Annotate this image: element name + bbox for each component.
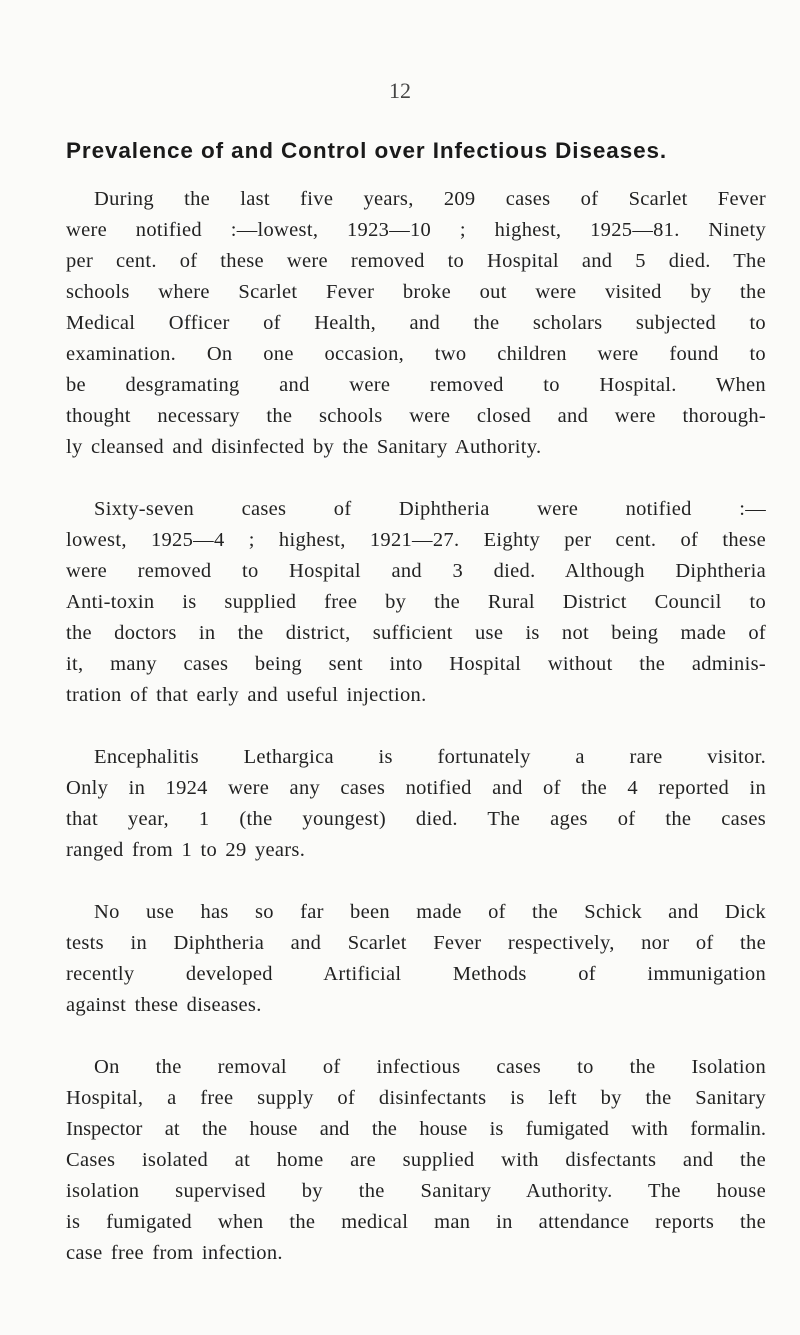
paragraph-immunisation bbox=[66, 897, 766, 1021]
document-body bbox=[66, 184, 766, 1269]
text-line: ranged from 1 to 29 years. bbox=[66, 839, 306, 861]
text-line: be desgramating and were removed to Hospital. When bbox=[66, 374, 766, 396]
paragraph-disinfection bbox=[66, 1052, 766, 1269]
text-line: Medical Officer of Health, and the scholars subjected to bbox=[66, 312, 766, 334]
text-line: were removed to Hospital and 3 died. Although Diphtheria bbox=[66, 560, 766, 582]
text-line: were notified :—lowest, 1923—10 ; highest, 1925—81. Ninety bbox=[66, 219, 766, 241]
text-line: Cases isolated at home are supplied with disfectants and the bbox=[66, 1149, 766, 1171]
text-line: Inspector at the house and the house is fumigated with formalin. bbox=[66, 1118, 766, 1140]
text-line: Anti-toxin is supplied free by the Rural District Council to bbox=[66, 591, 766, 613]
text-line: During the last five years, 209 cases of Scarlet Fever bbox=[94, 188, 766, 210]
text-line: it, many cases being sent into Hospital without the adminis- bbox=[66, 653, 766, 675]
text-line: On the removal of infectious cases to the Isolation bbox=[94, 1056, 766, 1078]
paragraph-diphtheria bbox=[66, 494, 766, 711]
text-line: against these diseases. bbox=[66, 994, 262, 1016]
text-line: tration of that early and useful injection. bbox=[66, 684, 427, 706]
text-line: Hospital, a free supply of disinfectants is left by the Sanitary bbox=[66, 1087, 766, 1109]
paragraph-scarlet-fever bbox=[66, 184, 766, 463]
text-line: is fumigated when the medical man in attendance reports the bbox=[66, 1211, 766, 1233]
page-number: 12 bbox=[389, 78, 411, 103]
text-line: per cent. of these were removed to Hospital and 5 died. The bbox=[66, 250, 766, 272]
page-heading: Prevalence of and Control over Infectious Diseases. bbox=[66, 138, 668, 163]
text-line: No use has so far been made of the Schick and Dick bbox=[94, 901, 766, 923]
text-line: Encephalitis Lethargica is fortunately a rare visitor. bbox=[94, 746, 766, 768]
paragraph-encephalitis bbox=[66, 742, 766, 866]
text-line: isolation supervised by the Sanitary Authority. The house bbox=[66, 1180, 766, 1202]
text-line: ly cleansed and disinfected by the Sanitary Authority. bbox=[66, 436, 542, 458]
text-line: that year, 1 (the youngest) died. The ages of the cases bbox=[66, 808, 766, 830]
text-line: Sixty-seven cases of Diphtheria were notified :— bbox=[94, 498, 766, 520]
text-line: thought necessary the schools were closed and were thorough- bbox=[66, 405, 766, 427]
text-line: schools where Scarlet Fever broke out were visited by the bbox=[66, 281, 766, 303]
text-line: examination. On one occasion, two children were found to bbox=[66, 343, 766, 365]
text-line: the doctors in the district, sufficient use is not being made of bbox=[66, 622, 766, 644]
text-line: tests in Diphtheria and Scarlet Fever respectively, nor of the bbox=[66, 932, 766, 954]
text-line: lowest, 1925—4 ; highest, 1921—27. Eighty per cent. of these bbox=[66, 529, 766, 551]
text-line: recently developed Artificial Methods of immunigation bbox=[66, 963, 766, 985]
text-line: Only in 1924 were any cases notified and of the 4 reported in bbox=[66, 777, 766, 799]
text-line: case free from infection. bbox=[66, 1242, 283, 1264]
